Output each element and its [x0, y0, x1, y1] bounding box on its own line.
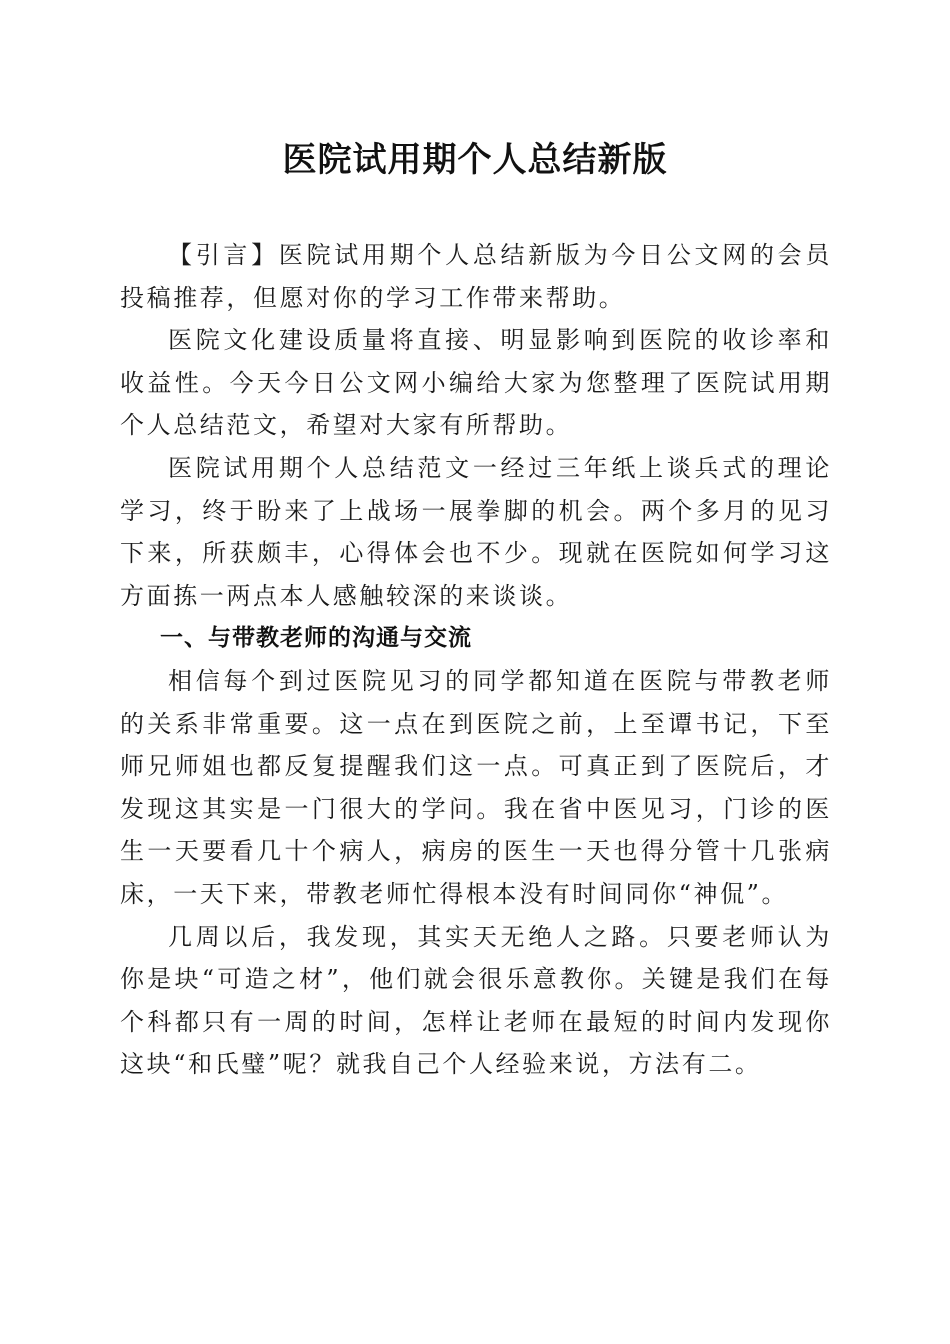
- intro-paragraph: 【引言】医院试用期个人总结新版为今日公文网的会员投稿推荐，但愿对你的学习工作带来帮助。: [120, 241, 832, 312]
- section-heading: 一、与带教老师的沟通与交流: [160, 625, 472, 652]
- document-title: 医院试用期个人总结新版: [282, 140, 668, 180]
- body-paragraph: 医院文化建设质量将直接、明显影响到医院的收诊率和收益性。今天今日公文网小编给大家为您整理了医院试用期个人总结范文，希望对大家有所帮助。: [120, 326, 832, 440]
- section-paragraph: 相信每个到过医院见习的同学都知道在医院与带教老师的关系非常重要。这一点在到医院之前，上至谭书记，下至师兄师姐也都反复提醒我们这一点。可真正到了医院后，才发现这其实是一门很大的学问。我在省中医见习，门诊的医生一天要看几十个病人，病房的医生一天也得分管十几张病床，一天下来，带教老师忙得根本没有时间同你“神侃”。: [120, 666, 832, 908]
- document-body: [120, 234, 832, 1086]
- section-paragraph: 几周以后，我发现，其实天无绝人之路。只要老师认为你是块“可造之材”，他们就会很乐意教你。关键是我们在每个科都只有一周的时间，怎样让老师在最短的时间内发现你这块“和氏璧”呢？就我自己个人经验来说，方法有二。: [120, 922, 832, 1079]
- body-paragraph: 医院试用期个人总结范文一经过三年纸上谈兵式的理论学习，终于盼来了上战场一展拳脚的机会。两个多月的见习下来，所获颇丰，心得体会也不少。现就在医院如何学习这方面拣一两点本人感触较深的来谈谈。: [120, 453, 832, 610]
